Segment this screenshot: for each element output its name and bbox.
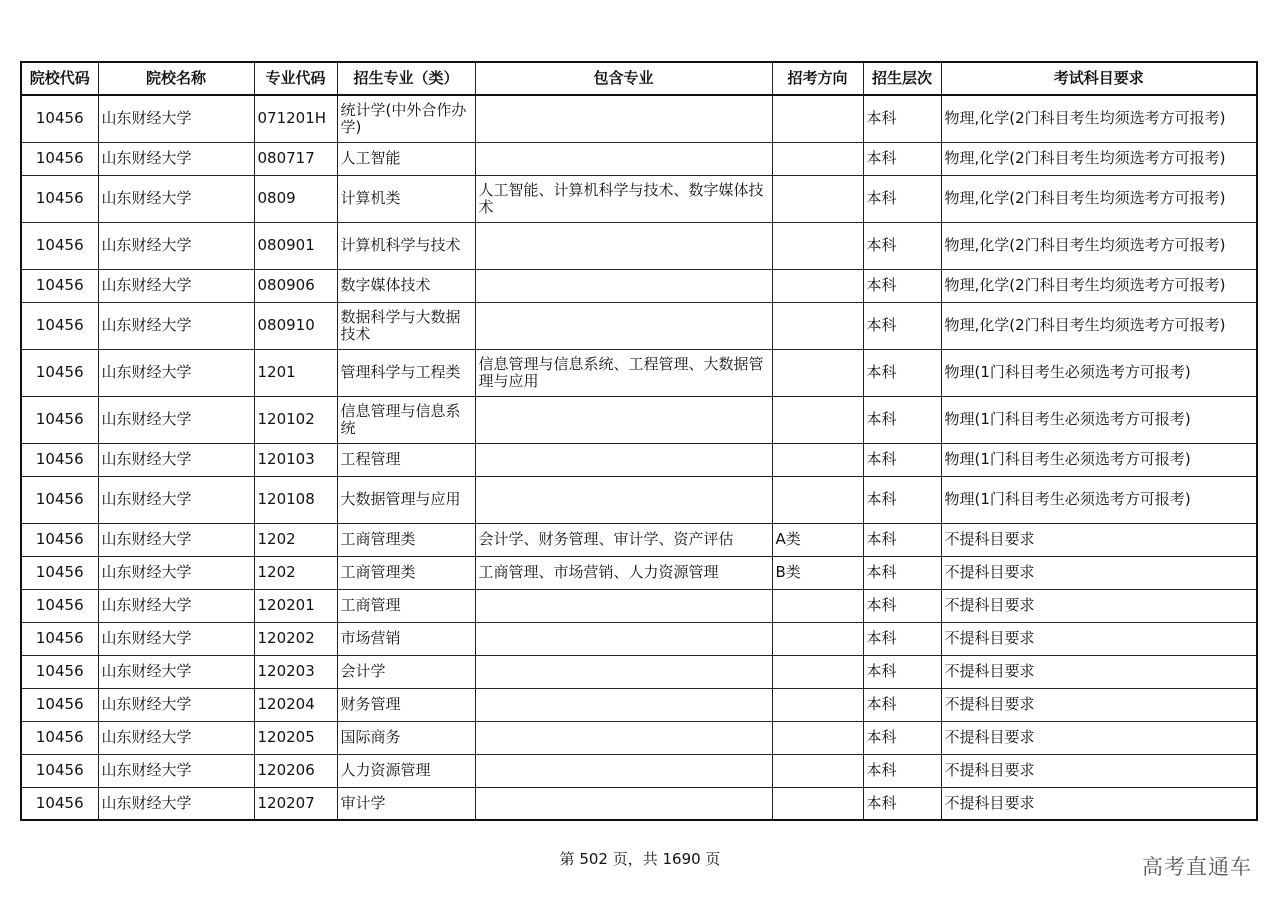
school-code-cell: 10456 (21, 556, 98, 589)
major-code-cell: 080901 (254, 222, 337, 269)
direction-cell (772, 754, 863, 787)
table-row (21, 754, 1257, 787)
school-name-cell: 山东财经大学 (98, 175, 254, 222)
subject-requirement-cell: 物理,化学(2门科目考生均须选考方可报考) (941, 222, 1257, 269)
level-cell: 本科 (863, 688, 941, 721)
table-row (21, 443, 1257, 476)
level-cell: 本科 (863, 589, 941, 622)
major-cell: 统计学(中外合作办学) (337, 95, 475, 142)
direction-cell: B类 (772, 556, 863, 589)
direction-cell (772, 222, 863, 269)
major-cell: 信息管理与信息系统 (337, 396, 475, 443)
included-majors-cell (475, 655, 772, 688)
direction-cell (772, 721, 863, 754)
table-row (21, 222, 1257, 269)
table-row (21, 349, 1257, 396)
level-cell: 本科 (863, 302, 941, 349)
table-row (21, 523, 1257, 556)
subject-requirement-cell: 物理(1门科目考生必须选考方可报考) (941, 443, 1257, 476)
subject-requirement-cell: 不提科目要求 (941, 556, 1257, 589)
subject-requirement-cell: 不提科目要求 (941, 721, 1257, 754)
major-code-cell: 120201 (254, 589, 337, 622)
major-cell: 人力资源管理 (337, 754, 475, 787)
subject-requirement-cell: 不提科目要求 (941, 754, 1257, 787)
table-row (21, 589, 1257, 622)
school-code-cell: 10456 (21, 269, 98, 302)
school-code-cell: 10456 (21, 754, 98, 787)
school-name-cell: 山东财经大学 (98, 523, 254, 556)
major-code-cell: 1202 (254, 556, 337, 589)
school-code-cell: 10456 (21, 142, 98, 175)
major-code-cell: 120206 (254, 754, 337, 787)
school-code-cell: 10456 (21, 443, 98, 476)
table-row (21, 302, 1257, 349)
included-majors-cell (475, 302, 772, 349)
level-cell: 本科 (863, 476, 941, 523)
level-cell: 本科 (863, 622, 941, 655)
direction-cell (772, 175, 863, 222)
subject-requirement-cell: 不提科目要求 (941, 787, 1257, 820)
school-name-cell: 山东财经大学 (98, 787, 254, 820)
header-subject-requirement: 考试科目要求 (941, 62, 1257, 95)
table-header (21, 62, 1257, 95)
included-majors-cell (475, 95, 772, 142)
subject-requirement-cell: 不提科目要求 (941, 688, 1257, 721)
direction-cell (772, 787, 863, 820)
major-cell: 工商管理类 (337, 556, 475, 589)
subject-requirement-cell: 物理,化学(2门科目考生均须选考方可报考) (941, 95, 1257, 142)
major-cell: 会计学 (337, 655, 475, 688)
header-level: 招生层次 (863, 62, 941, 95)
level-cell: 本科 (863, 95, 941, 142)
table-row (21, 787, 1257, 820)
major-code-cell: 120103 (254, 443, 337, 476)
school-code-cell: 10456 (21, 622, 98, 655)
included-majors-cell (475, 443, 772, 476)
major-code-cell: 080910 (254, 302, 337, 349)
level-cell: 本科 (863, 269, 941, 302)
major-code-cell: 120207 (254, 787, 337, 820)
header-major: 招生专业（类） (337, 62, 475, 95)
level-cell: 本科 (863, 787, 941, 820)
school-name-cell: 山东财经大学 (98, 95, 254, 142)
major-cell: 数字媒体技术 (337, 269, 475, 302)
subject-requirement-cell: 物理,化学(2门科目考生均须选考方可报考) (941, 302, 1257, 349)
direction-cell: A类 (772, 523, 863, 556)
school-code-cell: 10456 (21, 396, 98, 443)
subject-requirement-cell: 物理(1门科目考生必须选考方可报考) (941, 396, 1257, 443)
included-majors-cell (475, 688, 772, 721)
table-row (21, 688, 1257, 721)
school-name-cell: 山东财经大学 (98, 589, 254, 622)
included-majors-cell (475, 787, 772, 820)
school-code-cell: 10456 (21, 302, 98, 349)
direction-cell (772, 349, 863, 396)
major-code-cell: 120202 (254, 622, 337, 655)
header-included-majors: 包含专业 (475, 62, 772, 95)
level-cell: 本科 (863, 349, 941, 396)
major-code-cell: 0809 (254, 175, 337, 222)
major-cell: 大数据管理与应用 (337, 476, 475, 523)
major-cell: 审计学 (337, 787, 475, 820)
watermark-logo: 高考直通车 (1142, 855, 1252, 879)
major-cell: 数据科学与大数据技术 (337, 302, 475, 349)
subject-requirement-cell: 物理,化学(2门科目考生均须选考方可报考) (941, 142, 1257, 175)
major-code-cell: 120108 (254, 476, 337, 523)
included-majors-cell (475, 589, 772, 622)
direction-cell (772, 476, 863, 523)
table-row (21, 269, 1257, 302)
subject-requirement-cell: 不提科目要求 (941, 523, 1257, 556)
level-cell: 本科 (863, 754, 941, 787)
major-cell: 财务管理 (337, 688, 475, 721)
included-majors-cell: 信息管理与信息系统、工程管理、大数据管理与应用 (475, 349, 772, 396)
enrollment-table (20, 61, 1258, 821)
major-cell: 计算机类 (337, 175, 475, 222)
direction-cell (772, 622, 863, 655)
subject-requirement-cell: 物理(1门科目考生必须选考方可报考) (941, 476, 1257, 523)
included-majors-cell (475, 754, 772, 787)
school-name-cell: 山东财经大学 (98, 754, 254, 787)
major-cell: 工商管理类 (337, 523, 475, 556)
major-code-cell: 120205 (254, 721, 337, 754)
subject-requirement-cell: 不提科目要求 (941, 655, 1257, 688)
header-school-name: 院校名称 (98, 62, 254, 95)
school-code-cell: 10456 (21, 222, 98, 269)
direction-cell (772, 396, 863, 443)
major-cell: 工商管理 (337, 589, 475, 622)
included-majors-cell (475, 269, 772, 302)
table-row (21, 556, 1257, 589)
direction-cell (772, 443, 863, 476)
header-major-code: 专业代码 (254, 62, 337, 95)
direction-cell (772, 655, 863, 688)
school-code-cell: 10456 (21, 688, 98, 721)
subject-requirement-cell: 不提科目要求 (941, 622, 1257, 655)
level-cell: 本科 (863, 443, 941, 476)
included-majors-cell (475, 142, 772, 175)
direction-cell (772, 302, 863, 349)
level-cell: 本科 (863, 175, 941, 222)
subject-requirement-cell: 物理,化学(2门科目考生均须选考方可报考) (941, 175, 1257, 222)
major-code-cell: 120102 (254, 396, 337, 443)
school-code-cell: 10456 (21, 721, 98, 754)
table-row (21, 622, 1257, 655)
school-code-cell: 10456 (21, 589, 98, 622)
major-code-cell: 080717 (254, 142, 337, 175)
subject-requirement-cell: 物理(1门科目考生必须选考方可报考) (941, 349, 1257, 396)
major-cell: 国际商务 (337, 721, 475, 754)
included-majors-cell: 会计学、财务管理、审计学、资产评估 (475, 523, 772, 556)
school-code-cell: 10456 (21, 523, 98, 556)
direction-cell (772, 142, 863, 175)
school-name-cell: 山东财经大学 (98, 302, 254, 349)
major-code-cell: 1202 (254, 523, 337, 556)
table-row (21, 142, 1257, 175)
direction-cell (772, 269, 863, 302)
school-name-cell: 山东财经大学 (98, 655, 254, 688)
level-cell: 本科 (863, 655, 941, 688)
level-cell: 本科 (863, 222, 941, 269)
level-cell: 本科 (863, 142, 941, 175)
table-body (21, 95, 1257, 820)
included-majors-cell (475, 222, 772, 269)
table-row (21, 655, 1257, 688)
direction-cell (772, 589, 863, 622)
included-majors-cell: 工商管理、市场营销、人力资源管理 (475, 556, 772, 589)
header-direction: 招考方向 (772, 62, 863, 95)
major-cell: 管理科学与工程类 (337, 349, 475, 396)
page-indicator: 第 502 页，共 1690 页 (559, 850, 721, 868)
school-name-cell: 山东财经大学 (98, 622, 254, 655)
school-name-cell: 山东财经大学 (98, 349, 254, 396)
school-name-cell: 山东财经大学 (98, 222, 254, 269)
major-cell: 计算机科学与技术 (337, 222, 475, 269)
major-cell: 工程管理 (337, 443, 475, 476)
included-majors-cell (475, 476, 772, 523)
table-row (21, 396, 1257, 443)
direction-cell (772, 95, 863, 142)
school-code-cell: 10456 (21, 95, 98, 142)
school-code-cell: 10456 (21, 175, 98, 222)
school-code-cell: 10456 (21, 655, 98, 688)
major-code-cell: 1201 (254, 349, 337, 396)
direction-cell (772, 688, 863, 721)
major-code-cell: 120203 (254, 655, 337, 688)
school-name-cell: 山东财经大学 (98, 269, 254, 302)
school-code-cell: 10456 (21, 349, 98, 396)
major-code-cell: 120204 (254, 688, 337, 721)
school-name-cell: 山东财经大学 (98, 142, 254, 175)
school-name-cell: 山东财经大学 (98, 556, 254, 589)
major-code-cell: 080906 (254, 269, 337, 302)
school-name-cell: 山东财经大学 (98, 721, 254, 754)
included-majors-cell (475, 622, 772, 655)
header-school-code: 院校代码 (21, 62, 98, 95)
level-cell: 本科 (863, 523, 941, 556)
school-code-cell: 10456 (21, 476, 98, 523)
major-cell: 市场营销 (337, 622, 475, 655)
level-cell: 本科 (863, 721, 941, 754)
major-cell: 人工智能 (337, 142, 475, 175)
header-row (21, 62, 1257, 95)
school-code-cell: 10456 (21, 787, 98, 820)
included-majors-cell (475, 721, 772, 754)
table-row (21, 721, 1257, 754)
included-majors-cell: 人工智能、计算机科学与技术、数字媒体技术 (475, 175, 772, 222)
major-code-cell: 071201H (254, 95, 337, 142)
table-row (21, 476, 1257, 523)
school-name-cell: 山东财经大学 (98, 443, 254, 476)
subject-requirement-cell: 物理,化学(2门科目考生均须选考方可报考) (941, 269, 1257, 302)
included-majors-cell (475, 396, 772, 443)
level-cell: 本科 (863, 396, 941, 443)
table-row (21, 175, 1257, 222)
level-cell: 本科 (863, 556, 941, 589)
subject-requirement-cell: 不提科目要求 (941, 589, 1257, 622)
school-name-cell: 山东财经大学 (98, 688, 254, 721)
school-name-cell: 山东财经大学 (98, 476, 254, 523)
school-name-cell: 山东财经大学 (98, 396, 254, 443)
table-row (21, 95, 1257, 142)
